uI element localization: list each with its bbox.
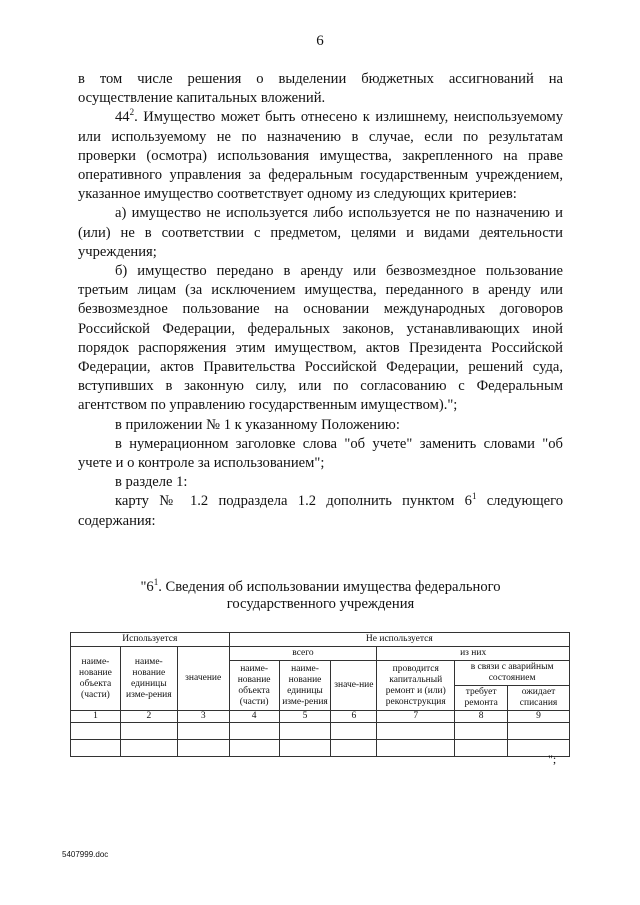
- paragraph: $44^2$. Имущество может быть отнесено к излишнему, неиспользуемому или используемому не по назначению в случае, если по результатам проверки (осмотра) использования имущества, закрепленного на праве оперативного управления за федеральным государственным учреждением, указанное имущество соответствует одному из следующих критериев:: [78, 107, 563, 203]
- column-number: 6: [331, 711, 377, 723]
- section-title-line2: государственного учреждения: [226, 596, 415, 612]
- paragraph: б) имущество передано в аренду или безвозмездное пользование третьим лицам (за исключением имущества, переданного в аренду или безвозмездное пользование на основании международных договоров Российской Федерации, федеральных законов, устанавливающих иной порядок распоряжения этим имуществом, актов Президента Российской Федерации, актов Правительства Российской Федерации, решений суда, вступивших в законную силу, или по согласованию с Федеральным агентством по управлению государственным имуществом).";: [78, 263, 563, 414]
- header-col6: значе-ние: [331, 661, 377, 711]
- column-number: 1: [71, 711, 121, 723]
- paragraph: а) имущество не используется либо используется не по назначению и (или) не в соответствии с предметом, целями и видами деятельности учреждения;: [78, 205, 563, 260]
- header-col7: проводится капитальный ремонт и (или) реконструкция: [377, 661, 455, 711]
- header-emergency: в связи с аварийным состоянием: [455, 661, 570, 686]
- header-col1: наиме-нование объекта (части): [71, 647, 121, 711]
- header-col2: наиме-нование единицы изме-рения: [120, 647, 177, 711]
- header-not-used: Не используется: [229, 633, 569, 647]
- footer-filename: 5407999.doc: [62, 850, 109, 859]
- column-number: 5: [279, 711, 331, 723]
- usage-table: [70, 632, 570, 757]
- table-row: [71, 723, 570, 740]
- column-number: 4: [229, 711, 279, 723]
- column-number: 7: [377, 711, 455, 723]
- paragraph: в приложении № 1 к указанному Положению:: [115, 416, 400, 433]
- column-number: 2: [120, 711, 177, 723]
- closing-quote: ";: [548, 752, 557, 766]
- header-col3: значение: [177, 647, 229, 711]
- header-col9: ожидает списания: [508, 686, 570, 711]
- header-of-them: из них: [377, 647, 570, 661]
- header-col8: требует ремонта: [455, 686, 508, 711]
- column-number: 3: [177, 711, 229, 723]
- column-number: 9: [508, 711, 570, 723]
- paragraph: в разделе 1:: [115, 474, 188, 491]
- paragraph: в нумерационном заголовке слова "об учете" заменить словами "об учете и о контроле за использованием";: [78, 435, 563, 472]
- header-col4: наиме-нование объекта (части): [229, 661, 279, 711]
- header-used: Используется: [71, 633, 230, 647]
- column-number-row: [71, 711, 570, 723]
- section-title-line1: "$6^1$. Сведения об использовании имущества федерального: [140, 577, 501, 595]
- page-number: 6: [316, 33, 324, 49]
- body-text: [78, 70, 563, 531]
- paragraph: в том числе решения о выделении бюджетных ассигнований на осуществление капитальных вложений.: [78, 71, 563, 107]
- section-title: [78, 579, 563, 613]
- paragraph: карту № 1.2 подраздела 1.2 дополнить пунктом $6^1$ следующего содержания:: [78, 491, 563, 529]
- column-number: 8: [455, 711, 508, 723]
- header-col5: наиме-нование единицы изме-рения: [279, 661, 331, 711]
- table-row: [71, 740, 570, 757]
- header-total: всего: [229, 647, 377, 661]
